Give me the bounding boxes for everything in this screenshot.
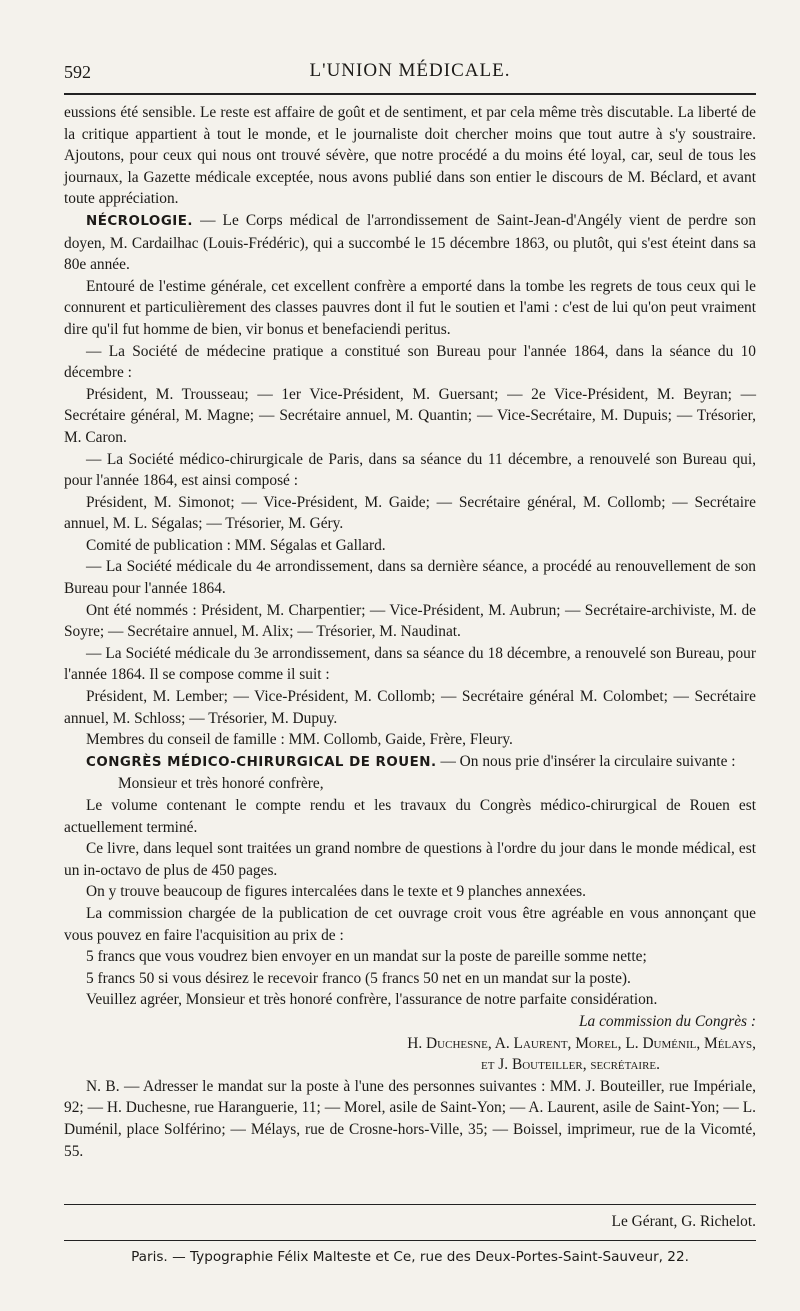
paragraph: Entouré de l'estime générale, cet excellent confrère a emporté dans la tombe les regrets de tous ceux qui le connurent et particulièrement des classes pauvres dont il fut le soutien et l'ami : c'est de lui qu'on peut vraiment dire qu'il fut homme de bien, vir bonus et benefaciendi peritus. <box>64 277 756 338</box>
paragraph: 5 francs que vous voudrez bien envoyer en un mandat sur la poste de pareille somme nette; <box>86 948 647 966</box>
running-header <box>64 60 756 86</box>
paragraph: — La Société de médecine pratique a constitué son Bureau pour l'année 1864, dans la séance du 10 décembre : <box>64 342 756 382</box>
paragraph: La commission chargée de la publication de cet ouvrage croit vous être agréable en vous annonçant que vous pouvez en faire l'acquisition au prix de : <box>64 904 756 944</box>
page-number: 592 <box>64 62 91 82</box>
section-heading: NÉCROLOGIE. <box>86 213 194 229</box>
congres-paragraph <box>64 751 756 774</box>
paragraph: eussions été sensible. Le reste est affaire de goût et de sentiment, et par cela même très discutable. La liberté de la critique appartient à tout le monde, et le journaliste doit chercher moins que tout autre à s'y soustraire. Ajoutons, pour ceux qui nous ont trouvé sévère, que notre procédé a du moins été loyal, car, seul de tous les journaux, la Gazette médicale exceptée, nous avons publié dans son entier le discours de M. Béclard, et avant toute appréciation. <box>64 104 756 208</box>
signature-title: La commission du Congrès : <box>579 1012 756 1030</box>
section-heading: CONGRÈS MÉDICO-CHIRURGICAL DE ROUEN. <box>86 754 437 770</box>
paragraph: Ont été nommés : Président, M. Charpentier; — Vice-Président, M. Aubrun; — Secrétaire-archiviste, M. de Soyre; — Secrétaire annuel, M. Alix; — Trésorier, M. Naudinat. <box>64 601 756 641</box>
paragraph: Veuillez agréer, Monsieur et très honoré confrère, l'assurance de notre parfaite considération. <box>86 991 658 1009</box>
paragraph: 5 francs 50 si vous désirez le recevoir franco (5 francs 50 net en un mandat sur la poste). <box>86 969 631 987</box>
signature-secretary: et J. Bouteiller, secrétaire. <box>481 1056 660 1074</box>
paragraph-text: — On nous prie d'insérer la circulaire suivante : <box>440 752 736 770</box>
header-rule <box>64 93 756 95</box>
necrologie-paragraph <box>64 210 756 276</box>
paragraph: Le volume contenant le compte rendu et les travaux du Congrès médico-chirurgical de Rouen est actuellement terminé. <box>64 797 756 836</box>
paragraph: Ce livre, dans lequel sont traitées un grand nombre de questions à l'ordre du jour dans le monde médical, est un in-octavo de plus de 450 pages. <box>64 840 756 879</box>
gerant-line: Le Gérant, G. Richelot. <box>611 1213 756 1230</box>
paragraph: Président, M. Lember; — Vice-Président, M. Collomb; — Secrétaire général M. Colombet; — Secrétaire annuel, M. Schloss; — Trésorier, M. Dupuy. <box>64 688 756 727</box>
paragraph: — La Société médicale du 3e arrondissement, dans sa séance du 18 décembre, a renouvelé son Bureau, pour l'année 1864. Il se compose comme il suit : <box>64 644 756 684</box>
paragraph: Comité de publication : MM. Ségalas et Gallard. <box>86 536 386 554</box>
paragraph: Membres du conseil de famille : MM. Collomb, Gaide, Frère, Fleury. <box>86 731 513 749</box>
paragraph: On y trouve beaucoup de figures intercalées dans le texte et 9 planches annexées. <box>86 883 586 901</box>
paragraph: Président, M. Simonot; — Vice-Président, M. Gaide; — Secrétaire général, M. Collomb; — Secrétaire annuel, M. L. Ségalas; — Trésorier, M. Géry. <box>64 493 756 533</box>
letter-salutation: Monsieur et très honoré confrère, <box>118 775 324 793</box>
paragraph-nb: N. B. — Adresser le mandat sur la poste à l'une des personnes suivantes : MM. J. Bouteiller, rue Impériale, 92; — H. Duchesne, rue Haranguerie, 11; — Morel, asile de Saint-Yon; — A. Laurent, asile de Saint-Yon; — L. Duménil, place Solférino; — Mélays, rue de Crosne-hors-Ville, 35; — Boissel, imprimeur, rue de la Vicomté, 55. <box>64 1077 756 1160</box>
journal-title: L'UNION MÉDICALE. <box>309 60 511 81</box>
article-body <box>64 102 756 1162</box>
signature-names: H. Duchesne, A. Laurent, Morel, L. Duménil, Mélays, <box>407 1034 756 1052</box>
paragraph: — La Société médicale du 4e arrondissement, dans sa dernière séance, a procédé au renouvellement de son Bureau pour l'année 1864. <box>64 558 756 598</box>
page-footer <box>64 1204 756 1265</box>
printer-imprint: Paris. — Typographie Félix Malteste et Ce, rue des Deux-Portes-Saint-Sauveur, 22. <box>131 1249 689 1265</box>
paragraph-text: — Le Corps médical de l'arrondissement de Saint-Jean-d'Angély vient de perdre son doyen, M. Cardailhac (Louis-Frédéric), qui a succombé le 15 décembre 1863, ou plutôt, qui s'est éteint dans sa 80e année. <box>64 211 756 274</box>
paragraph: Président, M. Trousseau; — 1er Vice-Président, M. Guersant; — 2e Vice-Président, M. Beyran; — Secrétaire général, M. Magne; — Secrétaire annuel, M. Quantin; — Vice-Secrétaire, M. Dupuis; — Trésorier, M. Caron. <box>64 385 756 446</box>
paragraph: — La Société médico-chirurgicale de Paris, dans sa séance du 11 décembre, a renouvelé son Bureau qui, pour l'année 1864, est ainsi composé : <box>64 450 756 490</box>
